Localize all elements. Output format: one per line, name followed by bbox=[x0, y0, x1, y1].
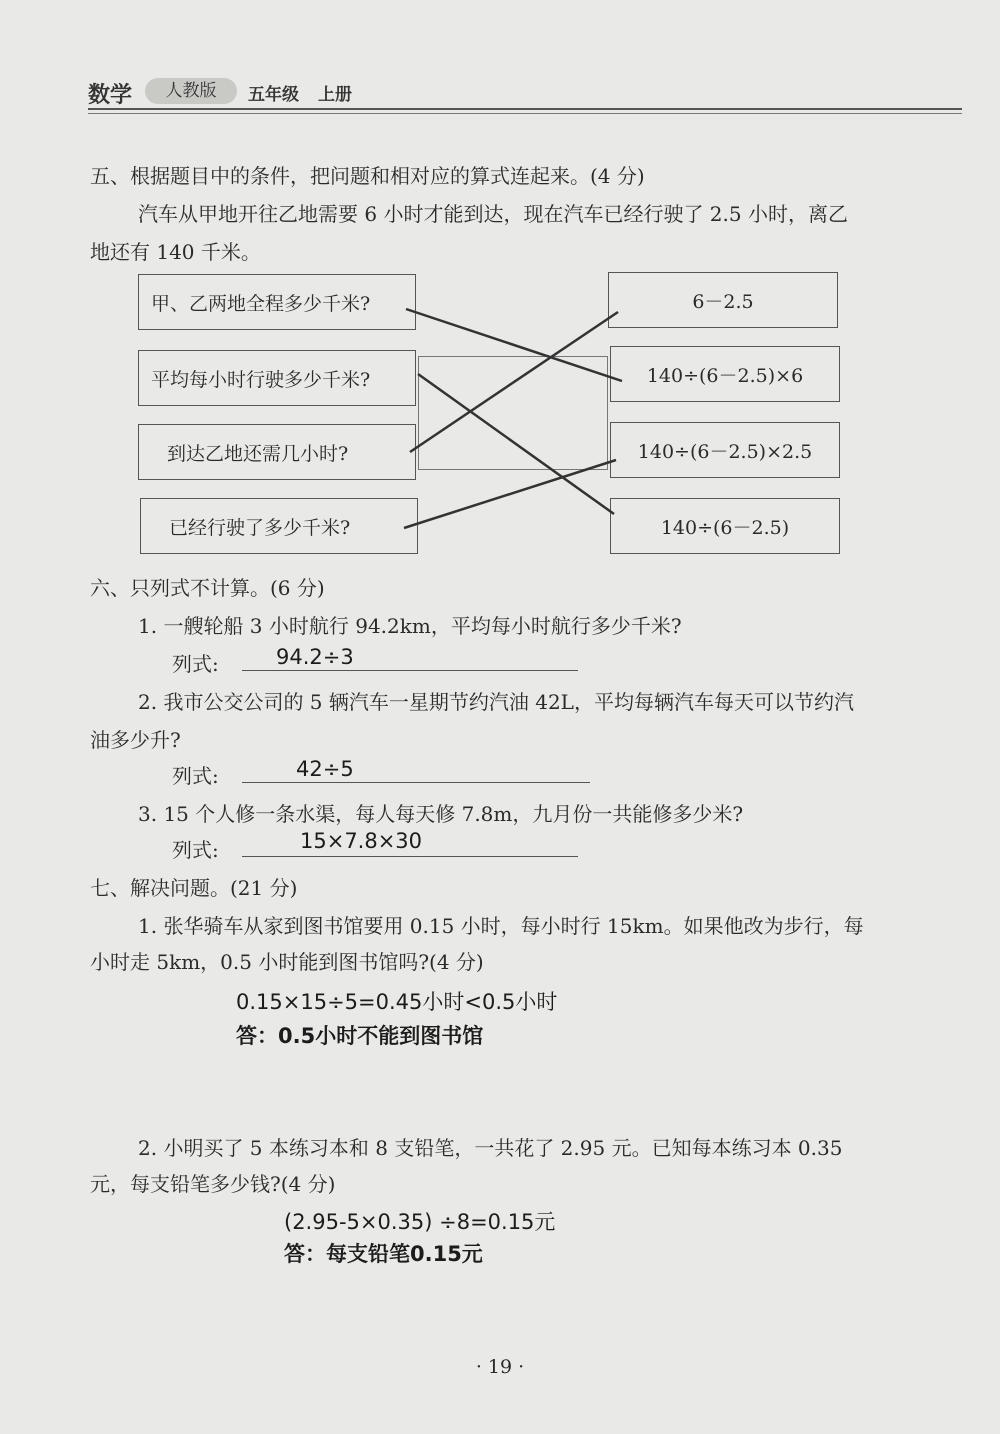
section-6-q3-answer: 15×7.8×30 bbox=[300, 829, 423, 853]
formula-text: 140÷(6－2.5) bbox=[660, 516, 790, 539]
header-volume: 上册 bbox=[318, 85, 352, 105]
question-text: 平均每小时行驶多少千米? bbox=[151, 368, 371, 391]
answer-underline bbox=[242, 782, 590, 783]
answer-underline bbox=[242, 856, 578, 857]
section-6-q1: 1. 一艘轮船 3 小时航行 94.2km，平均每小时航行多少千米? bbox=[138, 614, 682, 638]
section-6-q2-line1: 2. 我市公交公司的 5 辆汽车一星期节约汽油 42L，平均每辆汽车每天可以节约汽 bbox=[138, 690, 854, 714]
formula-text: 6－2.5 bbox=[692, 290, 754, 313]
match-line-total-distance bbox=[406, 309, 622, 381]
section-6-q2-line2: 油多少升? bbox=[90, 728, 181, 752]
section-7-q1-line2: 小时走 5km，0.5 小时能到图书馆吗?(4 分) bbox=[90, 950, 484, 974]
section-6-q1-label: 列式: bbox=[172, 652, 219, 676]
section-7-q2-line2: 元，每支铅笔多少钱?(4 分) bbox=[90, 1172, 336, 1196]
section-7-q1-line1: 1. 张华骑车从家到图书馆要用 0.15 小时，每小时行 15km。如果他改为步行，每 bbox=[138, 914, 864, 938]
section-7-q1-work: 0.15×15÷5=0.45小时<0.5小时 bbox=[236, 990, 558, 1014]
question-text: 到达乙地还需几小时? bbox=[167, 442, 349, 465]
match-line-remaining-time bbox=[410, 312, 618, 452]
section-7-title: 七、解决问题。(21 分) bbox=[90, 876, 298, 900]
section-6-q2-label: 列式: bbox=[172, 764, 219, 788]
question-text: 已经行驶了多少千米? bbox=[169, 516, 351, 539]
section-5-title: 五、根据题目中的条件，把问题和相对应的算式连起来。(4 分) bbox=[90, 164, 645, 188]
formula-text: 140÷(6－2.5)×2.5 bbox=[637, 440, 813, 463]
section-6-title: 六、只列式不计算。(6 分) bbox=[90, 576, 325, 600]
page-number: · 19 · bbox=[475, 1356, 525, 1378]
section-7-q2-work: (2.95-5×0.35) ÷8=0.15元 bbox=[284, 1210, 556, 1234]
section-7-q2-line1: 2. 小明买了 5 本练习本和 8 支铅笔，一共花了 2.95 元。已知每本练习本 0.35 bbox=[138, 1136, 843, 1160]
formula-text: 140÷(6－2.5)×6 bbox=[646, 364, 804, 387]
section-7-q2-answer: 答：每支铅笔0.15元 bbox=[284, 1242, 483, 1266]
header-grade: 五年级 bbox=[248, 85, 299, 105]
header-edition-badge: 人教版 bbox=[145, 78, 237, 104]
section-5-stem-line1: 汽车从甲地开往乙地需要 6 小时才能到达，现在汽车已经行驶了 2.5 小时，离乙 bbox=[138, 202, 848, 226]
section-6-q1-answer: 94.2÷3 bbox=[276, 645, 354, 669]
question-text: 甲、乙两地全程多少千米? bbox=[151, 292, 371, 315]
section-6-q3: 3. 15 个人修一条水渠，每人每天修 7.8m，九月份一共能修多少米? bbox=[138, 802, 744, 826]
header-subject: 数学 bbox=[88, 83, 133, 108]
section-6-q3-label: 列式: bbox=[172, 838, 219, 862]
answer-underline bbox=[242, 670, 578, 671]
section-7-q1-answer: 答：0.5小时不能到图书馆 bbox=[236, 1024, 484, 1048]
section-5-stem-line2: 地还有 140 千米。 bbox=[90, 240, 261, 264]
section-6-q2-answer: 42÷5 bbox=[296, 757, 354, 781]
